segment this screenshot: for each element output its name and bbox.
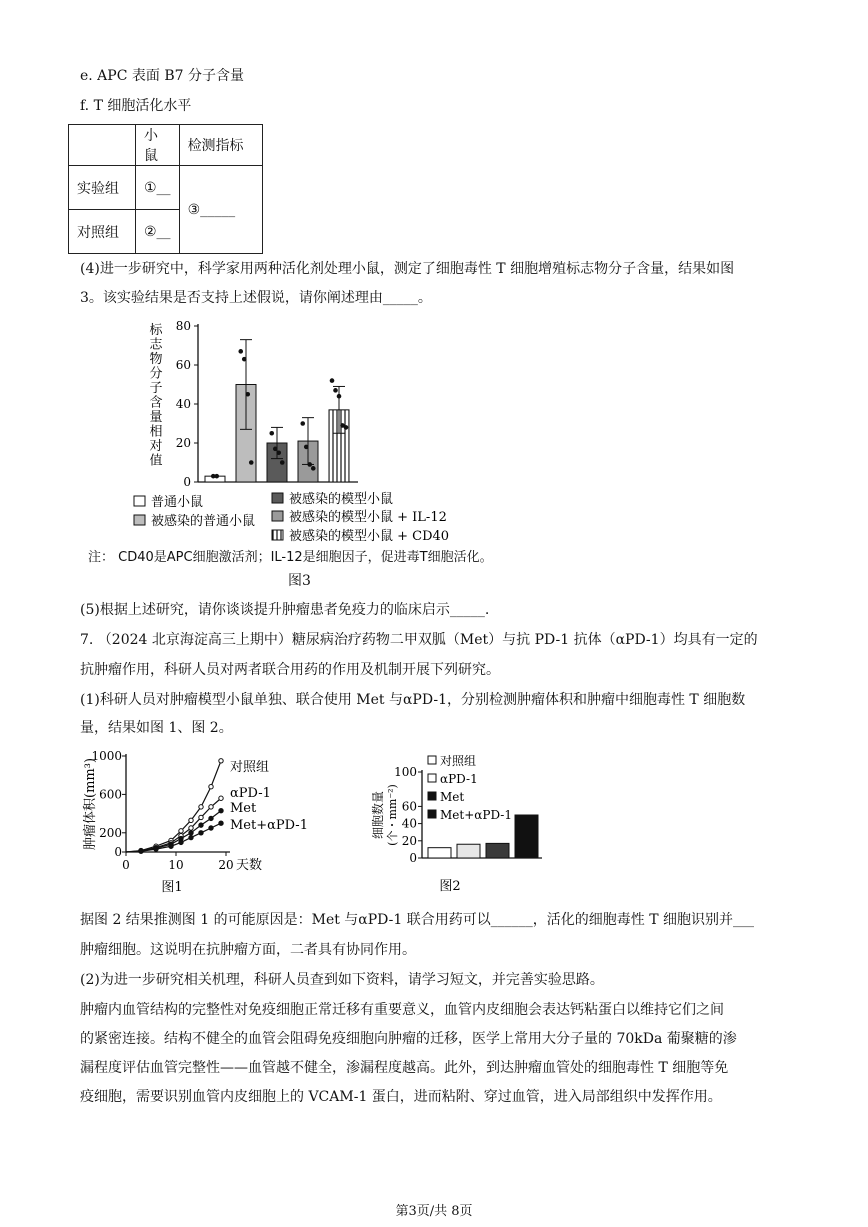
- figure3-legend-label: 被感染的模型小鼠: [289, 492, 394, 507]
- figure3-ytick-label: 20: [175, 436, 191, 450]
- figure3-ylabel: [149, 322, 163, 469]
- figure1-series-marker: [189, 835, 193, 839]
- figure3-ytick-label: 80: [175, 319, 191, 333]
- page-footer: 第3页/共 8页: [395, 1204, 473, 1219]
- figure1-xtick-label: 10: [168, 858, 184, 872]
- figure1-series-marker: [154, 847, 158, 851]
- figure3-legend-label: 被感染的模型小鼠 + CD40: [289, 529, 450, 544]
- figure3-data-point: [300, 421, 305, 426]
- figure2-legend-label: αPD-1: [440, 772, 478, 786]
- figure3-ylabel-char: 对: [149, 439, 163, 454]
- figure3-data-point: [330, 378, 335, 383]
- figure2-ytick-label: 60: [401, 799, 417, 814]
- figure2-ytick-label: 0: [409, 851, 417, 865]
- q7-line2: 抗肿瘤作用，科研人员对两者联合用药的作用及机制开展下列研究。: [80, 662, 500, 678]
- figure3-data-point: [238, 349, 243, 354]
- figure2-bar: [515, 815, 538, 858]
- figure2-ytick-label: 100: [394, 765, 417, 779]
- figure3-data-point: [242, 357, 247, 362]
- passage-line2: 的紧密连接。结构不健全的血管会阻碍免疫细胞向肿瘤的迁移，医学上常用大分子量的 70kDa 葡聚糖的渗: [80, 1031, 737, 1047]
- figure1-series-label: αPD-1: [230, 786, 271, 801]
- figure2-legend-label: Met+αPD-1: [440, 808, 512, 822]
- figure2-legend-swatch: [428, 810, 436, 818]
- figure1-caption: 图1: [161, 880, 183, 895]
- q4-line2: 3。该实验结果是否支持上述假说，请你阐述理由_____。: [80, 290, 432, 306]
- figure1-series-marker: [179, 829, 183, 833]
- figure3-caption: 图3: [288, 573, 311, 589]
- figure1-series-marker: [209, 816, 213, 820]
- table-header-blank: [69, 125, 136, 166]
- figure1-series-marker: [199, 831, 203, 835]
- figure1-series-marker: [219, 821, 223, 825]
- figure2-ylabel: 细胞数量: [371, 790, 385, 840]
- figure3-ylabel-char: 值: [149, 453, 163, 469]
- passage-line3: 漏程度评估血管完整性——血管越不健全，渗漏程度越高。此外，到达肿瘤血管处的细胞毒性 T 细胞等免: [80, 1060, 729, 1076]
- q4-line1: (4)进一步研究中，科学家用两种活化剂处理小鼠，测定了细胞毒性 T 细胞增殖标志物分子含量，结果如图: [80, 261, 735, 277]
- figure3-ytick-label: 60: [175, 358, 191, 372]
- figure3-data-point: [337, 394, 342, 399]
- figure3-ytick-label: 40: [175, 397, 191, 411]
- figure3-note: 注： CD40是APC细胞激活剂；IL-12是细胞因子，促进毒T细胞活化。: [88, 550, 493, 565]
- figure3-ytick-label: 0: [183, 475, 191, 489]
- figure1-lines: [126, 759, 223, 854]
- figure-2: [360, 750, 570, 896]
- figure2-legend-label: Met: [440, 790, 465, 804]
- figure1-labels: [230, 759, 308, 833]
- figure3-ylabel-char: 含: [149, 395, 163, 411]
- figure1-series-marker: [189, 818, 193, 822]
- figure1-ylabel: 肿瘤体积(mm³): [83, 757, 98, 851]
- table-row-label: 实验组: [69, 166, 136, 210]
- figure1-series-label: 对照组: [230, 760, 270, 775]
- figure3-legend-label: 被感染的模型小鼠 + IL-12: [289, 510, 447, 525]
- figure1-series-marker: [199, 823, 203, 827]
- figure2-bar: [486, 843, 509, 858]
- figure-1: [80, 748, 330, 896]
- figure2-ytick-label: 20: [401, 833, 417, 848]
- figure1-ytick-label: 1000: [91, 749, 122, 763]
- figure3-legend-swatch: [272, 493, 283, 503]
- figure2-legend-swatch: [428, 792, 436, 800]
- table-cell-mouse: ②__: [136, 210, 180, 254]
- q5-text: (5)根据上述研究，请你谈谈提升肿瘤患者免疫力的临床启示_____.: [80, 602, 490, 618]
- option-e: e. APC 表面 B7 分子含量: [80, 68, 244, 84]
- figure3-legend-swatch: [272, 511, 283, 521]
- figure1-ytick-label: 200: [99, 825, 122, 840]
- figure3-data-point: [269, 431, 274, 436]
- figure2-bar: [428, 848, 451, 858]
- figure3-data-point: [280, 460, 285, 465]
- figure3-ylabel-char: 物: [149, 352, 163, 367]
- figure3-data-point: [311, 466, 316, 471]
- figure3-data-point: [249, 460, 254, 465]
- figure1-ytick-label: 600: [99, 787, 122, 802]
- figure3-legend-swatch: [272, 530, 283, 540]
- table-header-mouse: 小鼠: [136, 125, 180, 166]
- q7-p1-line2: 量，结果如图 1、图 2。: [80, 720, 233, 736]
- figure1-series-marker: [139, 849, 143, 853]
- figure1-series-marker: [199, 815, 203, 819]
- figure1-series-line: [126, 761, 221, 852]
- figure1-series-marker: [209, 826, 213, 830]
- figure1-series-marker: [219, 796, 223, 800]
- passage-line4: 疫细胞，需要识别血管内皮细胞上的 VCAM-1 蛋白，进而粘附、穿过血管，进入局部组织中发挥作用。: [80, 1089, 722, 1105]
- q7-p1-line1: (1)科研人员对肿瘤模型小鼠单独、联合使用 Met 与αPD-1，分别检测肿瘤体积和肿瘤中细胞毒性 T 细胞数: [80, 692, 746, 708]
- option-f: f. T 细胞活化水平: [80, 98, 192, 114]
- figure2-yunit: (个・mm⁻²): [386, 784, 399, 846]
- figure2-bar: [457, 844, 480, 858]
- figure1-series-label: Met: [230, 801, 257, 816]
- figure3-data-point: [276, 450, 281, 455]
- q7b-line1: 据图 2 结果推测图 1 的可能原因是：Met 与αPD-1 联合用药可以______，活化的细胞毒性 T 细胞识别并___: [80, 912, 754, 928]
- figure3-bars: [205, 340, 349, 482]
- table-row-label: 对照组: [69, 210, 136, 254]
- figure2-ytick-label: 40: [401, 816, 417, 831]
- figure3-legend-swatch: [134, 515, 145, 525]
- figure1-series-marker: [209, 785, 213, 789]
- figure1-series-marker: [179, 840, 183, 844]
- figure3-legend-label: 被感染的普通小鼠: [151, 514, 256, 529]
- table-cell-indicator: ③_____: [179, 166, 262, 254]
- figure3-legend-label: 普通小鼠: [151, 495, 204, 510]
- q7b-line2: 肿瘤细胞。这说明在抗肿瘤方面，二者具有协同作用。: [80, 942, 416, 958]
- table-header-indicator: 检测指标: [179, 125, 262, 166]
- figure3-ylabel-char: 分: [149, 366, 163, 382]
- figure2-legend-swatch: [428, 774, 436, 782]
- figure2-legend-label: 对照组: [440, 754, 477, 768]
- figure3-data-point: [307, 462, 312, 467]
- figure1-series-marker: [219, 759, 223, 763]
- passage-line1: 肿瘤内血管结构的完整性对免疫细胞正常迁移有重要意义，血管内皮细胞会表达钙粘蛋白以维持它们之间: [80, 1002, 724, 1018]
- figure1-series-marker: [189, 826, 193, 830]
- figure1-series-marker: [199, 805, 203, 809]
- figure3-ylabel-char: 标: [149, 323, 163, 338]
- figure3-ylabel-char: 志: [149, 337, 163, 353]
- figure3-data-point: [333, 388, 338, 393]
- figure3-data-point: [273, 447, 278, 452]
- figure1-series-marker: [209, 805, 213, 809]
- figure3-legend: [134, 491, 449, 544]
- figure1-ytick-label: 0: [114, 845, 122, 859]
- figure3-ylabel-char: 相: [149, 424, 163, 440]
- figure3-legend-swatch: [134, 496, 145, 506]
- q7-line1: 7. （2024 北京海淀高三上期中）糖尿病治疗药物二甲双胍（Met）与抗 PD-1 抗体（αPD-1）均具有一定的: [80, 632, 758, 648]
- figure1-xlabel: 天数: [236, 858, 263, 873]
- table-cell-mouse: ①__: [136, 166, 180, 210]
- figure3-data-point: [214, 474, 219, 479]
- figure1-series-marker: [189, 831, 193, 835]
- figure2-caption: 图2: [439, 879, 461, 894]
- figure1-xtick-label: 0: [122, 858, 130, 872]
- figure3-data-point: [304, 445, 309, 450]
- figure3-ylabel-char: 量: [149, 410, 163, 425]
- figure3-data-point: [245, 392, 250, 397]
- figure1-series-marker: [169, 844, 173, 848]
- experiment-table: [68, 124, 263, 254]
- figure2-legend-swatch: [428, 756, 436, 764]
- figure3-ylabel-char: 子: [149, 381, 163, 396]
- q7b-p2: (2)为进一步研究相关机理，科研人员查到如下资料，请学习短文，并完善实验思路。: [80, 972, 604, 988]
- figure3-data-point: [344, 425, 349, 430]
- figure1-series-label: Met+αPD-1: [230, 818, 308, 833]
- figure2-legend: [428, 753, 512, 822]
- figure1-series-marker: [219, 809, 223, 813]
- figure1-xtick-label: 20: [218, 858, 234, 872]
